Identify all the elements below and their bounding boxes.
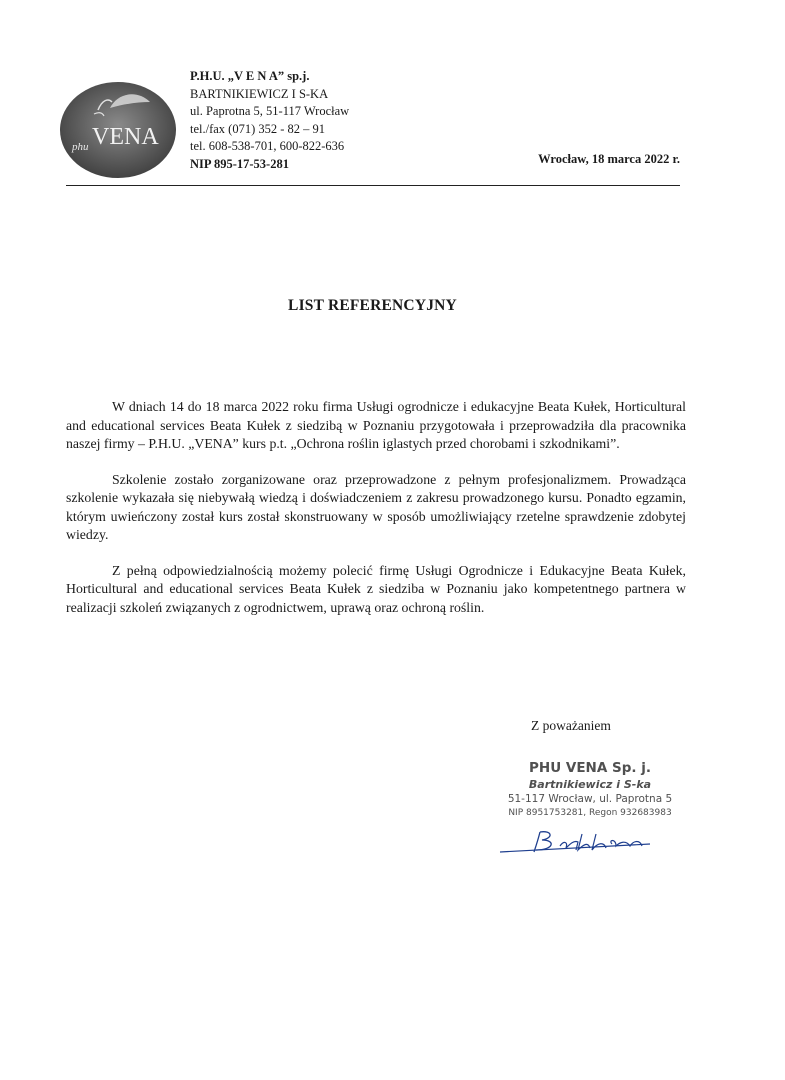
closing-salutation: Z poważaniem — [531, 718, 611, 733]
company-owners: BARTNIKIEWICZ I S-KA — [190, 86, 329, 101]
header-divider — [66, 185, 680, 186]
company-address: ul. Paprotna 5, 51-117 Wrocław — [190, 104, 350, 119]
paragraph-2: Szkolenie zostało zorganizowane oraz przeprowadzone z pełnym profesjonalizmem. Prowadząca szkolenie wykazała się niebywałą wiedzą i doświadczeniem z zakresu prowadzonego kursu. Ponadto egzamin, którym uwieńczony został kurs został skonstruowany w sposób umożliwiający rzetelne sprawdzenie zdobytej wiedzy. — [66, 471, 686, 542]
company-phone: tel. 608-538-701, 600-822-636 — [190, 139, 345, 154]
company-stamp — [490, 760, 690, 820]
logo-text-vena: VENA — [92, 124, 159, 150]
paragraph-1: W dniach 14 do 18 marca 2022 roku firma Usługi ogrodnicze i edukacyjne Beata Kułek, Horticultural and educational services Beata Kułek z siedzibą w Poznaniu przygotowała i przeprowadziła dla pracownika naszej firmy – P.H.U. „VENA” kurs p.t. „Ochrona roślin iglastych przed chorobami i szkodnikami”. — [66, 399, 686, 451]
stamp-company: PHU VENA Sp. j. — [529, 760, 651, 776]
company-fax: tel./fax (071) 352 - 82 – 91 — [190, 121, 326, 136]
stamp-address: 51-117 Wrocław, ul. Paprotna 5 — [507, 793, 673, 805]
company-nip: NIP 895-17-53-281 — [190, 156, 289, 171]
document-date: Wrocław, 18 marca 2022 r. — [538, 152, 680, 166]
stamp-owners: Bartnikiewicz i S-ka — [528, 778, 652, 791]
company-header — [190, 68, 349, 174]
company-name: P.H.U. „V E N A” sp.j. — [190, 69, 310, 83]
letter-body — [66, 398, 686, 634]
stamp-ids: NIP 8951753281, Regon 932683983 — [508, 808, 672, 818]
paragraph-3: Z pełną odpowiedzialnością możemy polecić firmę Usługi Ogrodnicze i Edukacyjne Beata Kułek, Horticultural and educational services Beata Kułek z siedziba w Poznaniu jako kompetentnego partnera w realizacji szkoleń związanych z ogrodnictwem, uprawą oraz ochroną roślin. — [66, 562, 686, 615]
company-logo — [58, 80, 178, 180]
handwritten-signature — [490, 822, 680, 862]
logo-text-phu: phu — [72, 141, 89, 153]
document-title: LIST REFERENCYJNY — [288, 297, 457, 314]
